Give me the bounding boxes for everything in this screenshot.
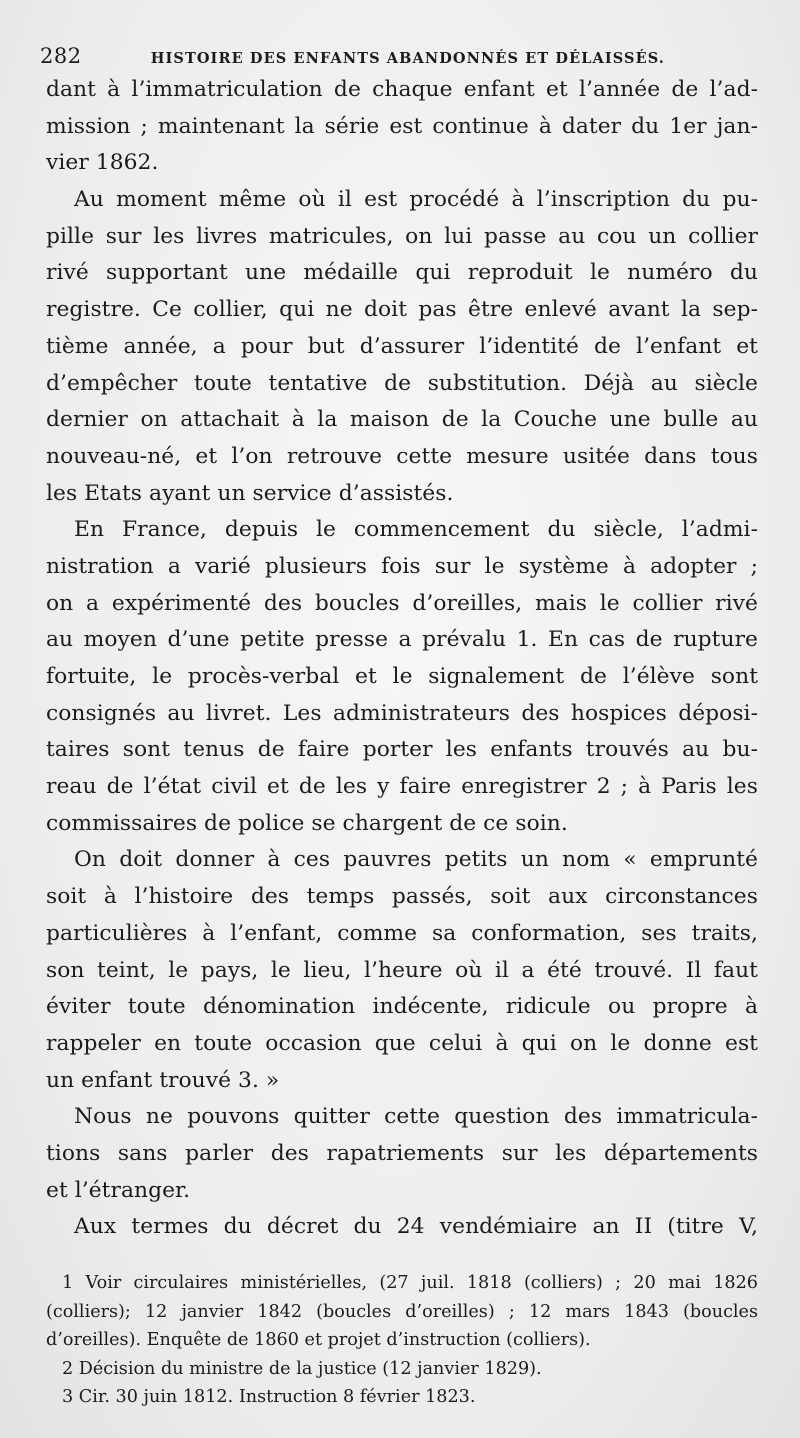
text-line: nouveau-né, et l’on retrouve cette mesure usitée dans tous — [46, 443, 758, 469]
text-line: rappeler en toute occasion que celui à qui on le donne est — [46, 1030, 758, 1056]
text-line: on a expérimenté des boucles d’oreilles, mais le collier rivé — [46, 590, 758, 616]
text-line: tions sans parler des rapatriements sur les départements — [46, 1140, 758, 1166]
text-line: éviter toute dénomination indécente, ridicule ou propre à — [46, 994, 758, 1020]
running-head — [40, 44, 760, 74]
text-line: particulières à l’enfant, comme sa conformation, ses traits, — [46, 920, 758, 946]
paragraph-start-line: En France, depuis le commencement du siècle, l’admi- — [74, 517, 758, 543]
footnote-3: 3 Cir. 30 juin 1812. Instruction 8 février 1823. — [62, 1387, 476, 1407]
text-line: et l’étranger. — [46, 1177, 191, 1203]
text-line: dant à l’immatriculation de chaque enfant et l’année de l’ad- — [46, 77, 758, 102]
text-line: d’empêcher toute tentative de substitution. Déjà au siècle — [46, 370, 758, 396]
footnote-2: 2 Décision du ministre de la justice (12 janvier 1829). — [62, 1358, 542, 1379]
text-line: reau de l’état civil et de les y faire enregistrer 2 ; à Paris les — [46, 774, 758, 800]
body-text — [46, 72, 758, 1246]
text-line: soit à l’histoire des temps passés, soit aux circonstances — [46, 884, 758, 910]
text-line: les Etats ayant un service d’assistés. — [46, 480, 454, 506]
footnote-1: 1 Voir circulaires ministérielles, (27 juil. 1818 (colliers) ; 20 mai 1826 — [62, 1273, 758, 1293]
text-line: rivé supportant une médaille qui reproduit le numéro du — [46, 260, 758, 286]
text-line: pille sur les livres matricules, on lui passe au cou un collier — [46, 223, 758, 249]
paragraph-start-line: Aux termes du décret du 24 vendémiaire an II (titre V, — [74, 1214, 758, 1240]
text-line: tième année, a pour but d’assurer l’identité de l’enfant et — [46, 333, 758, 359]
text-line: registre. Ce collier, qui ne doit pas être enlevé avant la sep- — [46, 297, 758, 323]
page-number: 282 — [40, 44, 82, 68]
text-line: fortuite, le procès-verbal et le signalement de l’élève sont — [46, 664, 758, 689]
text-line: nistration a varié plusieurs fois sur le système à adopter ; — [46, 553, 758, 579]
footnote-1-continuation: (colliers); 12 janvier 1842 (boucles d’oreilles) ; 12 mars 1843 (boucles — [46, 1301, 758, 1322]
paragraph-start-line: Nous ne pouvons quitter cette question des immatricula- — [74, 1104, 758, 1130]
text-line: commissaires de police se chargent de ce soin. — [46, 810, 568, 836]
footnote-1-continuation: d’oreilles). Enquête de 1860 et projet d’instruction (colliers). — [46, 1330, 591, 1350]
paragraph-start-line: On doit donner à ces pauvres petits un nom « emprunté — [74, 847, 758, 873]
footnotes — [46, 1269, 758, 1412]
text-line: dernier on attachait à la maison de la Couche une bulle au — [46, 407, 758, 433]
text-line: vier 1862. — [46, 150, 159, 176]
text-line: taires sont tenus de faire porter les enfants trouvés au bu- — [46, 737, 758, 763]
text-line: un enfant trouvé 3. » — [46, 1067, 280, 1093]
paragraph-start-line: Au moment même où il est procédé à l’inscription du pu- — [74, 187, 758, 213]
running-title: HISTOIRE DES ENFANTS ABANDONNÉS ET DÉLAISSÉS. — [150, 50, 665, 67]
text-line: mission ; maintenant la série est continue à dater du 1er jan- — [46, 113, 758, 139]
text-line: au moyen d’une petite presse a prévalu 1. En cas de rupture — [46, 627, 758, 653]
text-line: son teint, le pays, le lieu, l’heure où il a été trouvé. Il faut — [46, 957, 758, 983]
text-line: consignés au livret. Les administrateurs des hospices déposi- — [46, 700, 758, 726]
